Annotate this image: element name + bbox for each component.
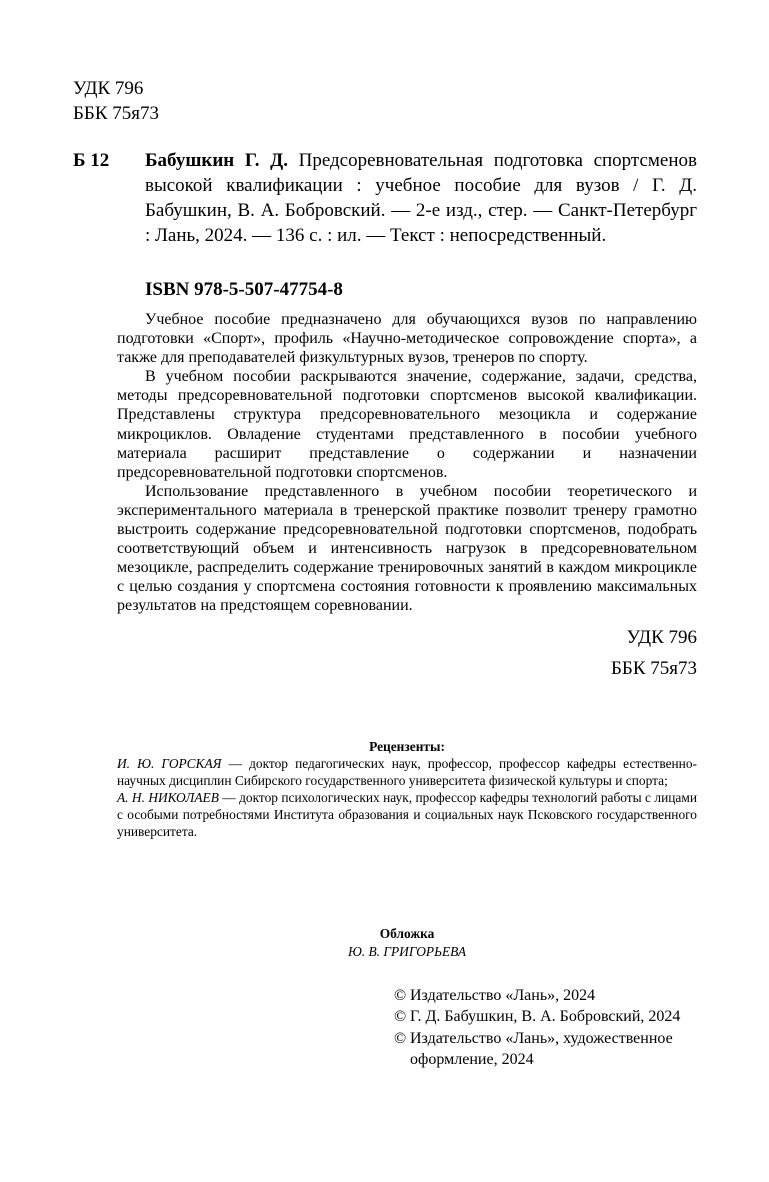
cover-title: Обложка bbox=[379, 926, 435, 941]
reviewer-description: — доктор психологических наук, профессор кафедры технологий работы с лицами с особыми потребностями Института образования и социальных наук Псковского государственного университета. bbox=[117, 790, 697, 839]
copyright-line bbox=[394, 1006, 699, 1027]
reviewer-name: И. Ю. ГОРСКАЯ bbox=[117, 756, 222, 771]
annotation-paragraph: Использование представленного в учебном пособии теоретического и экспериментального материала в тренерской практике позволит тренеру грамотно выстроить содержание предсоревновательной подготовки спортсменов, подобрать соответствующий объем и интенсивность нагрузок в предсоревновательном мезоцикле, распределить содержание тренировочных занятий в каждом микроцикле с целью создания у спортсмена состояния готовности к проявлению максимальных результатов на предстоящем соревновании. bbox=[117, 482, 697, 615]
copyright-line bbox=[394, 1028, 699, 1071]
copyright-text: Издательство «Лань», 2024 bbox=[410, 987, 596, 1004]
copyright-block bbox=[394, 985, 699, 1070]
reviewer-name: А. Н. НИКОЛАЕВ bbox=[117, 790, 219, 805]
udk-code: УДК 796 bbox=[626, 627, 697, 648]
copyright-text: Издательство «Лань», художественное оформление, 2024 bbox=[410, 1029, 673, 1068]
reviewer-entry bbox=[117, 789, 697, 840]
reviewers-title: Рецензенты: bbox=[369, 739, 445, 754]
copyright-symbol: © bbox=[394, 1029, 407, 1047]
reviewer-description: — доктор педагогических наук, профессор, профессор кафедры естественно-научных дисциплин Сибирского государственного университета физической культуры и спорта; bbox=[117, 756, 697, 788]
author-mark: Б 12 bbox=[73, 150, 110, 171]
header-classification bbox=[73, 76, 159, 126]
annotation-paragraph: Учебное пособие предназначено для обучающихся вузов по направлению подготовки «Спорт», профиль «Научно-методическое сопровождение спорта», а также для преподавателей физкультурных вузов, тренеров по спорту. bbox=[117, 311, 697, 367]
cover-credit bbox=[117, 925, 697, 961]
author-name: Бабушкин Г. Д. bbox=[145, 150, 288, 171]
classification-codes bbox=[611, 622, 697, 684]
cover-designer: Ю. В. ГРИГОРЬЕВА bbox=[347, 944, 467, 959]
copyright-line bbox=[394, 985, 699, 1006]
bibliographic-record bbox=[73, 148, 697, 248]
copyright-text: Г. Д. Бабушкин, В. А. Бобровский, 2024 bbox=[410, 1008, 681, 1026]
bbk-code: ББК 75я73 bbox=[73, 103, 159, 124]
description-text: Предсоревновательная подготовка спортсменов высокой квалификации : учебное пособие для вузов / Г. Д. Бабушкин, В. А. Бобровский. — 2-е изд., стер. — Санкт-Петербург : Лань, 2024. — 136 с. : ил. — Текст : непосредственный. bbox=[145, 150, 697, 246]
copyright-symbol: © bbox=[394, 987, 407, 1004]
copyright-symbol: © bbox=[394, 1008, 407, 1026]
isbn: ISBN 978-5-507-47754-8 bbox=[145, 279, 343, 300]
reviewers-section bbox=[117, 738, 697, 840]
bbk-code: ББК 75я73 bbox=[611, 658, 697, 679]
annotation bbox=[117, 310, 697, 616]
bibliographic-description bbox=[145, 148, 697, 248]
reviewer-entry bbox=[117, 755, 697, 789]
udk-code: УДК 796 bbox=[73, 78, 144, 99]
annotation-paragraph: В учебном пособии раскрываются значение, содержание, задачи, средства, методы предсоревновательной подготовки спортсменов высокой квалификации. Представлены структура предсоревновательного мезоцикла и содержание микроциклов. Овладение студентами представленного в пособии учебного материала расширит представление о содержании и назначении предсоревновательной подготовки спортсменов. bbox=[117, 368, 697, 481]
